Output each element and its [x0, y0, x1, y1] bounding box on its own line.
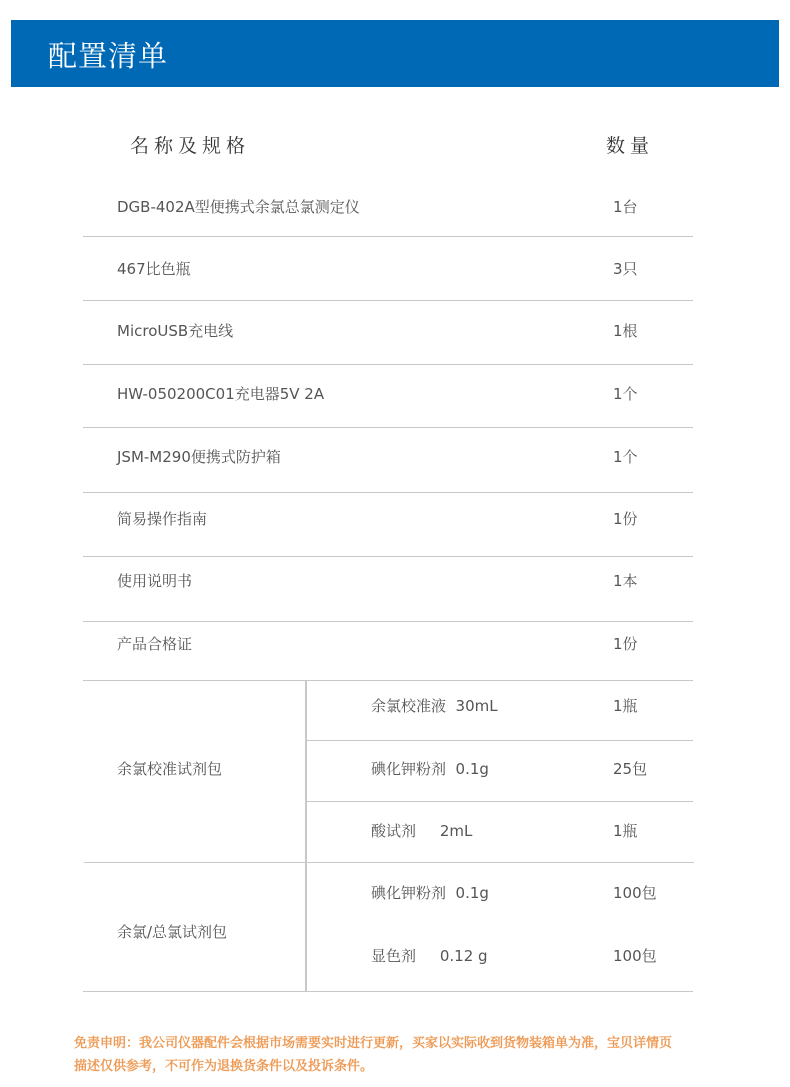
- row-separator: [83, 680, 693, 681]
- item-name: HW-050200C01充电器5V 2A: [117, 385, 325, 403]
- group-item-qty: 100包: [613, 884, 657, 902]
- group-item-name: 显色剂 0.12 g: [371, 947, 488, 965]
- group-item-name: 余氯校准液 30mL: [371, 697, 498, 715]
- group-item-name: 碘化钾粉剂 0.1g: [371, 760, 489, 778]
- disclaimer-line-2: 描述仅供参考，不可作为退换货条件以及投诉条件。: [74, 1059, 374, 1074]
- row-separator: [83, 427, 693, 428]
- row-separator: [83, 492, 693, 493]
- item-qty: 1本: [613, 572, 638, 590]
- item-name: JSM-M290便携式防护箱: [117, 448, 281, 466]
- item-qty: 1个: [613, 385, 638, 403]
- item-qty: 3只: [613, 260, 638, 278]
- row-separator: [83, 991, 693, 992]
- item-qty: 1台: [613, 198, 638, 216]
- item-qty: 1份: [613, 635, 638, 653]
- row-separator: [307, 740, 693, 741]
- item-qty: 1份: [613, 510, 638, 528]
- group-item-name: 酸试剂 2mL: [371, 822, 473, 840]
- row-separator: [307, 801, 693, 802]
- group-name: 余氯校准试剂包: [117, 760, 223, 778]
- item-name: DGB-402A型便携式余氯总氯测定仪: [117, 198, 360, 216]
- item-name: MicroUSB充电线: [117, 322, 234, 340]
- group-divider: [305, 680, 307, 992]
- group-item-name: 碘化钾粉剂 0.1g: [371, 884, 489, 902]
- row-separator: [84, 862, 694, 863]
- item-name: 简易操作指南: [117, 510, 208, 528]
- item-name: 467比色瓶: [117, 260, 191, 278]
- title-banner: [11, 20, 779, 87]
- row-separator: [83, 300, 693, 301]
- disclaimer-line-1: 免责申明：我公司仪器配件会根据市场需要实时进行更新，买家以实际收到货物装箱单为准，宝贝详情页: [74, 1036, 673, 1051]
- row-separator: [83, 621, 693, 622]
- group-name: 余氯/总氯试剂包: [117, 923, 228, 941]
- item-qty: 1根: [613, 322, 638, 340]
- item-name: 产品合格证: [117, 635, 193, 653]
- row-separator: [83, 236, 693, 237]
- group-item-qty: 1瓶: [613, 822, 638, 840]
- column-header-qty: 数量: [606, 135, 655, 157]
- group-item-qty: 1瓶: [613, 697, 638, 715]
- group-item-qty: 25包: [613, 760, 648, 778]
- group-item-qty: 100包: [613, 947, 657, 965]
- item-name: 使用说明书: [117, 572, 193, 590]
- page-title: 配置清单: [48, 39, 169, 73]
- column-header-name: 名称及规格: [130, 135, 251, 157]
- row-separator: [83, 364, 693, 365]
- row-separator: [83, 556, 693, 557]
- item-qty: 1个: [613, 448, 638, 466]
